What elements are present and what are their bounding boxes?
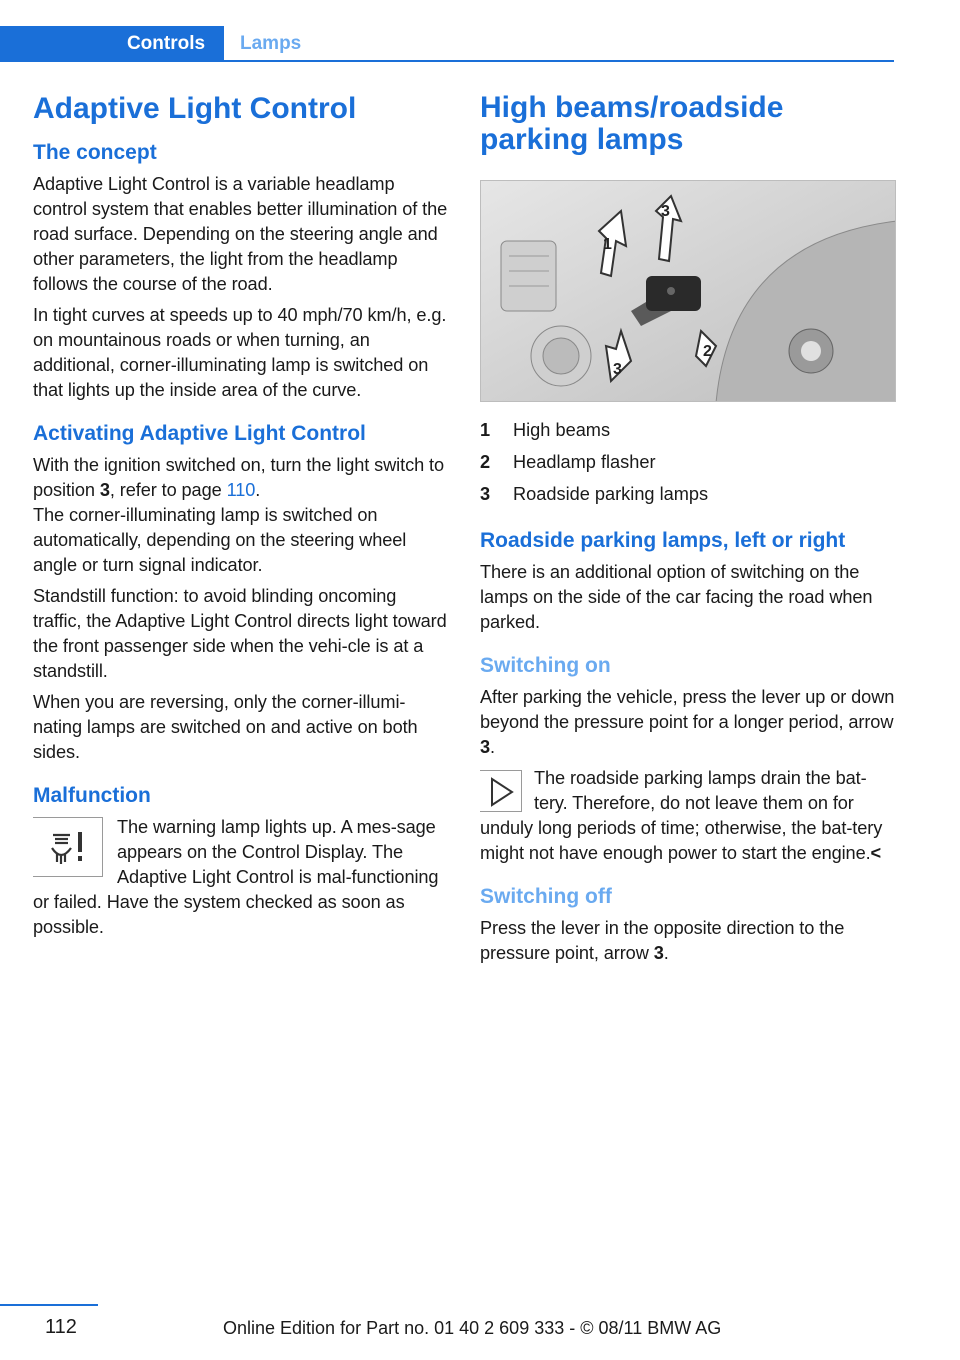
switching-off-text: Press the lever in the opposite direction to the pressure point, arrow xyxy=(480,918,845,963)
legend-number: 3 xyxy=(480,484,491,504)
legend-item xyxy=(480,414,896,446)
malfunction-heading: Malfunction xyxy=(33,784,151,807)
concept-paragraph-2: In tight curves at speeds up to 40 mph/70 km/h, e.g. on mountainous roads or when turning, an additional, corner-illuminating lamp is switched on that lights up the inside area of the curve. xyxy=(33,305,447,400)
switching-off-heading: Switching off xyxy=(480,885,612,908)
header-accent-bar xyxy=(0,26,108,62)
switching-off-period: . xyxy=(663,943,669,963)
lever-illustration xyxy=(480,180,896,402)
legend-number: 2 xyxy=(480,452,491,472)
legend-label: High beams xyxy=(513,420,611,440)
arrow-number: 3 xyxy=(480,737,491,757)
svg-text:3: 3 xyxy=(613,361,622,378)
activating-paragraph-1b: The corner-illuminating lamp is switched on automatically, depending on the steering wheel angle or turn signal indicator. xyxy=(33,505,407,575)
note-paragraph xyxy=(480,766,896,866)
arrow-number: 3 xyxy=(653,943,664,963)
switching-on-heading: Switching on xyxy=(480,654,611,677)
legend-list xyxy=(480,414,896,510)
legend-label: Headlamp flasher xyxy=(513,452,656,472)
activating-paragraph-2: Standstill function: to avoid blinding oncoming traffic, the Adaptive Light Control directs light toward the front passenger side when the vehi-cle is at a standstill. xyxy=(33,586,447,681)
concept-heading: The concept xyxy=(33,141,157,164)
legend-label: Roadside parking lamps xyxy=(513,484,709,504)
warning-lamp-icon xyxy=(33,817,103,877)
activating-period: . xyxy=(255,480,261,500)
svg-text:2: 2 xyxy=(703,343,712,360)
activating-text: With the ignition switched on, turn the light switch to position xyxy=(33,455,445,500)
left-column xyxy=(33,92,449,940)
tab-lamps[interactable]: Lamps xyxy=(240,33,302,54)
concept-paragraph-1: Adaptive Light Control is a variable headlamp control system that enables better illumination of the road surface. Depending on the steering angle and other parameters, the light from the headlamp follows the course of the road. xyxy=(33,174,448,294)
roadside-paragraph: There is an additional option of switching on the lamps on the side of the car facing the road when parked. xyxy=(480,562,873,632)
edition-footer: Online Edition for Part no. 01 40 2 609 333 - © 08/11 BMW AG xyxy=(223,1318,722,1338)
malfunction-block xyxy=(33,815,449,940)
legend-item xyxy=(480,446,896,478)
legend-item xyxy=(480,478,896,510)
page-link-110[interactable]: 110 xyxy=(226,480,256,500)
footer-rule xyxy=(0,1304,98,1306)
roadside-heading: Roadside parking lamps, left or right xyxy=(480,529,846,552)
svg-text:3: 3 xyxy=(661,203,670,220)
switching-on-paragraph xyxy=(480,685,896,760)
position-number: 3 xyxy=(99,480,110,500)
note-arrow-icon xyxy=(480,770,522,812)
tab-controls[interactable]: Controls xyxy=(108,26,224,62)
header-rule xyxy=(224,60,894,62)
section-title-high-beams: High beams/roadside parking lamps xyxy=(480,91,784,156)
note-end-marker: < xyxy=(870,843,882,863)
switching-on-period: . xyxy=(490,737,495,757)
note-text: The roadside parking lamps drain the bat-tery. Therefore, do not leave them on for unduly long periods of time; otherwise, the bat-tery might not have enough power to start the engine. xyxy=(480,768,883,863)
switching-off-paragraph xyxy=(480,916,896,966)
right-column xyxy=(480,92,896,966)
activating-paragraph-1 xyxy=(33,453,449,503)
note-block xyxy=(480,766,896,866)
legend-number: 1 xyxy=(480,420,491,440)
malfunction-paragraph: The warning lamp lights up. A mes-sage appears on the Control Display. The Adaptive Light Control is mal-functioning or failed. Have the system checked as soon as possible. xyxy=(33,817,439,937)
page-title: Adaptive Light Control xyxy=(33,92,357,125)
activating-paragraph-3: When you are reversing, only the corner-illumi-nating lamps are switched on and active on both sides. xyxy=(33,692,418,762)
activating-heading: Activating Adaptive Light Control xyxy=(33,422,366,445)
switching-on-text: After parking the vehicle, press the lever up or down beyond the pressure point for a longer period, arrow xyxy=(480,687,895,732)
page-number: 112 xyxy=(45,1316,77,1338)
svg-text:1: 1 xyxy=(603,236,612,253)
activating-text-2: , refer to page xyxy=(109,480,227,500)
